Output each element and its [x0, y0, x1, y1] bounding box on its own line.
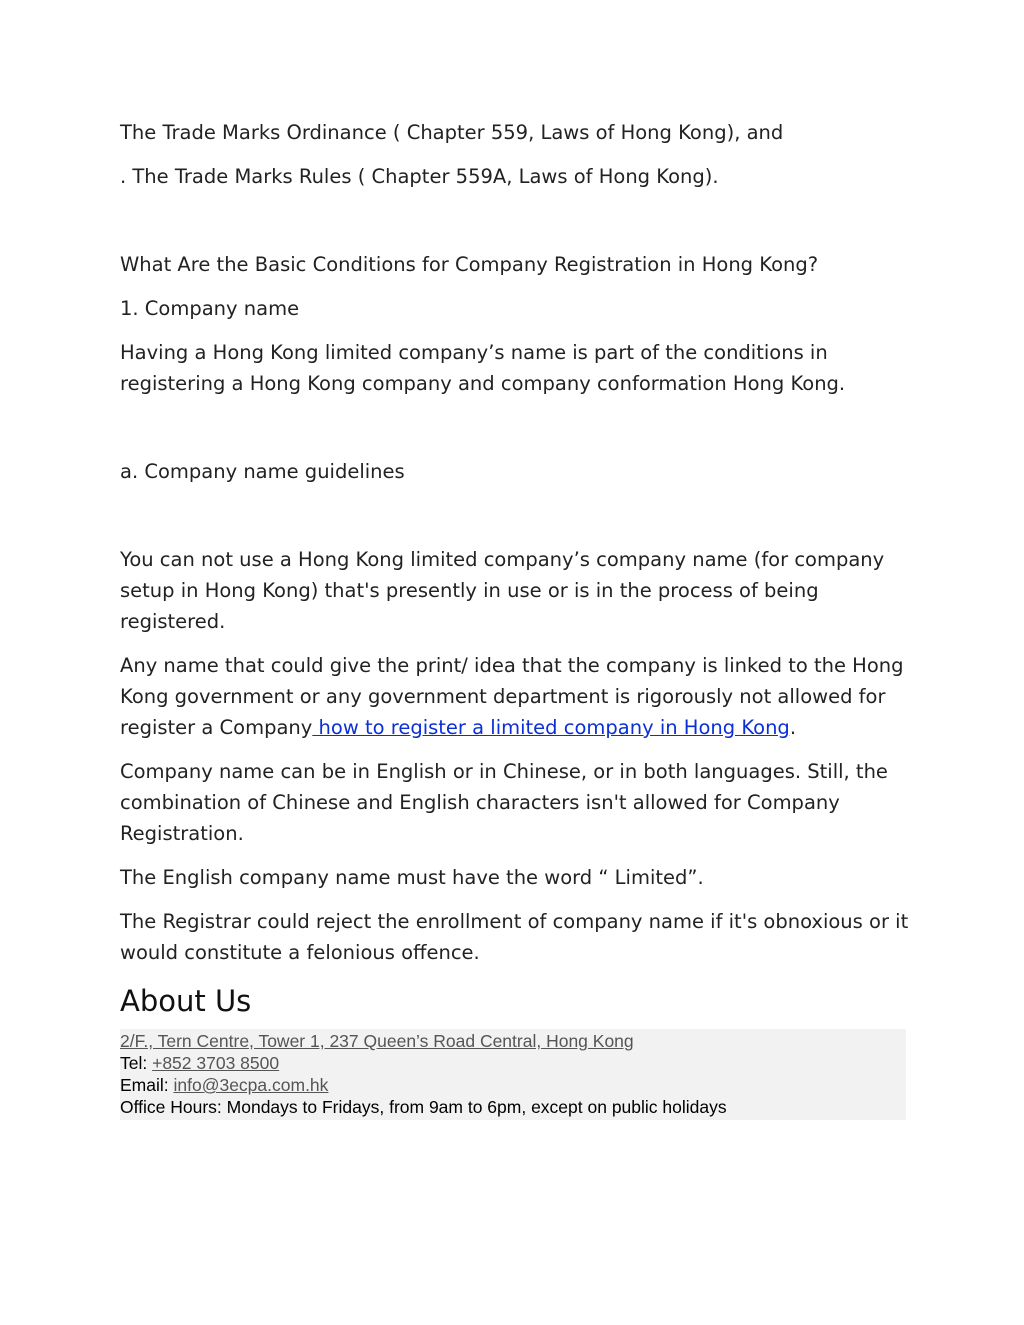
- document-body: [120, 117, 910, 1120]
- tel-row: [120, 1052, 906, 1074]
- email-row: [120, 1074, 906, 1096]
- paragraph-government-link: [120, 650, 910, 743]
- email-label: Email:: [120, 1075, 174, 1095]
- tel-label: Tel:: [120, 1053, 153, 1073]
- office-hours: Office Hours: Mondays to Fridays, from 9am to 6pm, except on public holidays: [120, 1097, 727, 1117]
- spacer: [120, 205, 910, 249]
- paragraph-limited-word: The English company name must have the word “ Limited”.: [120, 866, 704, 889]
- email-link[interactable]: info@3ecpa.com.hk: [173, 1075, 329, 1095]
- paragraph-name-guidelines: a. Company name guidelines: [120, 460, 405, 483]
- paragraph-company-name-intro: Having a Hong Kong limited company’s name is part of the conditions in registering a Hong Kong company and company conformation Hong Kong.: [120, 341, 846, 395]
- register-company-link[interactable]: how to register a limited company in Hong Kong: [312, 716, 790, 739]
- paragraph-basic-conditions-question: What Are the Basic Conditions for Company Registration in Hong Kong?: [120, 253, 819, 276]
- paragraph-company-name-heading: 1. Company name: [120, 297, 300, 320]
- contact-box: [120, 1029, 906, 1120]
- spacer: [120, 500, 910, 544]
- paragraph-name-in-use: You can not use a Hong Kong limited company’s company name (for company setup in Hong Kong) that's presently in use or is in the process of being registered.: [120, 548, 885, 633]
- tel-link[interactable]: +852 3703 8500: [152, 1053, 280, 1073]
- paragraph-government-link-text: Any name that could give the print/ idea that the company is linked to the Hong Kong government or any government department is rigorously not allowed for register a Company: [120, 654, 904, 739]
- address-link[interactable]: 2/F., Tern Centre, Tower 1, 237 Queen’s Road Central, Hong Kong: [120, 1031, 634, 1051]
- paragraph-trade-marks-ordinance: The Trade Marks Ordinance ( Chapter 559, Laws of Hong Kong), and: [120, 121, 784, 144]
- about-us-heading: About Us: [120, 984, 252, 1018]
- spacer: [120, 412, 910, 456]
- paragraph-registrar-reject: The Registrar could reject the enrollment of company name if it's obnoxious or it would constitute a felonious offence.: [120, 910, 909, 964]
- paragraph-trade-marks-rules: . The Trade Marks Rules ( Chapter 559A, Laws of Hong Kong).: [120, 165, 719, 188]
- paragraph-government-link-end: .: [789, 716, 797, 739]
- address-row: [120, 1030, 906, 1052]
- paragraph-language: Company name can be in English or in Chinese, or in both languages. Still, the combination of Chinese and English characters isn't allowed for Company Registration.: [120, 760, 888, 845]
